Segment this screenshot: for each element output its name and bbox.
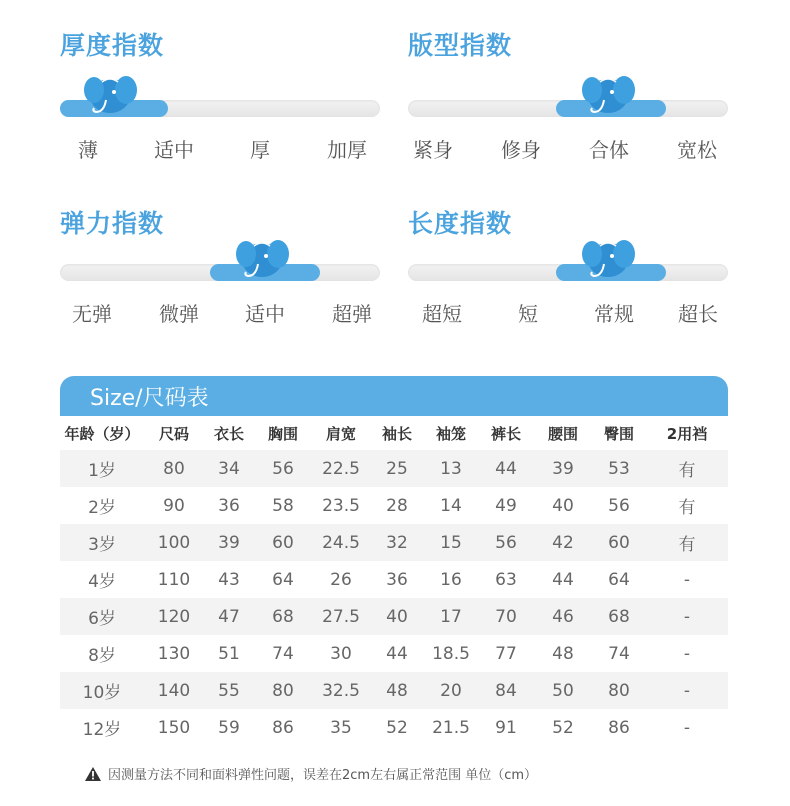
table-cell: 56	[592, 487, 646, 524]
indicator-label: 加厚	[327, 138, 367, 162]
table-cell: 48	[534, 635, 592, 672]
table-cell: 59	[204, 709, 254, 746]
indicator-label: 适中	[154, 138, 194, 162]
table-row	[60, 672, 728, 709]
table-cell: 3岁	[60, 524, 144, 561]
indicator-label: 无弹	[72, 302, 112, 326]
indicator-title: 长度指数	[408, 209, 513, 238]
table-cell: 90	[144, 487, 204, 524]
table-cell: 84	[478, 672, 534, 709]
table-cell: 77	[478, 635, 534, 672]
table-cell: 27.5	[312, 598, 370, 635]
slider-track	[408, 100, 728, 117]
table-cell: 2岁	[60, 487, 144, 524]
table-cell: 70	[478, 598, 534, 635]
table-cell: -	[646, 561, 728, 598]
table-cell: 56	[254, 450, 312, 487]
column-header: 臀围	[592, 416, 646, 450]
indicator-label: 短	[518, 302, 538, 326]
table-cell: 有	[646, 450, 728, 487]
table-cell: 39	[534, 450, 592, 487]
table-cell: 1岁	[60, 450, 144, 487]
table-cell: 86	[592, 709, 646, 746]
table-cell: 68	[254, 598, 312, 635]
table-cell: 13	[424, 450, 478, 487]
indicator-label: 超弹	[332, 302, 372, 326]
table-cell: 120	[144, 598, 204, 635]
size-chart-title: Size/尺码表	[90, 386, 209, 411]
table-cell: 55	[204, 672, 254, 709]
table-cell: 32.5	[312, 672, 370, 709]
table-cell: 49	[478, 487, 534, 524]
column-header: 尺码	[144, 416, 204, 450]
table-cell: 80	[592, 672, 646, 709]
size-chart-header	[60, 376, 728, 416]
table-cell: 86	[254, 709, 312, 746]
table-cell: 39	[204, 524, 254, 561]
table-cell: 17	[424, 598, 478, 635]
table-cell: 63	[478, 561, 534, 598]
indicator-label: 薄	[78, 138, 98, 162]
table-cell: 26	[312, 561, 370, 598]
table-cell: 44	[534, 561, 592, 598]
column-header: 年龄（岁）	[60, 416, 144, 450]
indicator-label: 厚	[250, 138, 270, 162]
table-cell: 44	[370, 635, 424, 672]
table-cell: 130	[144, 635, 204, 672]
table-row	[60, 487, 728, 524]
table-cell: 8岁	[60, 635, 144, 672]
indicator-length	[408, 204, 738, 344]
column-header: 2用裆	[646, 416, 728, 450]
table-row	[60, 450, 728, 487]
table-cell: 36	[370, 561, 424, 598]
table-cell: 20	[424, 672, 478, 709]
table-cell: 100	[144, 524, 204, 561]
table-cell: -	[646, 672, 728, 709]
table-cell: 46	[534, 598, 592, 635]
column-header: 裤长	[478, 416, 534, 450]
table-row	[60, 635, 728, 672]
table-cell: 52	[370, 709, 424, 746]
table-row	[60, 524, 728, 561]
column-header: 袖笼	[424, 416, 478, 450]
table-cell: 6岁	[60, 598, 144, 635]
table-header-row	[60, 416, 728, 450]
indicator-label: 合体	[589, 138, 629, 162]
elephant-icon	[80, 70, 142, 118]
indicator-thickness	[60, 26, 390, 166]
table-cell: 30	[312, 635, 370, 672]
indicator-label: 超短	[422, 302, 462, 326]
table-cell: 60	[592, 524, 646, 561]
table-row	[60, 709, 728, 746]
table-cell: 91	[478, 709, 534, 746]
table-cell: 50	[534, 672, 592, 709]
indicator-label: 修身	[501, 138, 541, 162]
table-cell: 23.5	[312, 487, 370, 524]
table-cell: 74	[254, 635, 312, 672]
indicator-title: 弹力指数	[60, 209, 165, 238]
table-cell: 25	[370, 450, 424, 487]
table-cell: 36	[204, 487, 254, 524]
table-cell: 64	[254, 561, 312, 598]
indicator-label: 微弹	[159, 302, 199, 326]
slider-track	[408, 264, 728, 281]
table-cell: 150	[144, 709, 204, 746]
indicator-label: 宽松	[677, 138, 717, 162]
table-cell: 44	[478, 450, 534, 487]
table-cell: 42	[534, 524, 592, 561]
column-header: 肩宽	[312, 416, 370, 450]
table-cell: 32	[370, 524, 424, 561]
indicator-fit	[408, 26, 738, 166]
table-cell: 47	[204, 598, 254, 635]
indicator-label: 超长	[678, 302, 718, 326]
table-cell: -	[646, 635, 728, 672]
elephant-icon	[232, 234, 294, 282]
size-chart	[60, 376, 728, 754]
size-table	[60, 416, 728, 746]
table-cell: 24.5	[312, 524, 370, 561]
table-cell: 12岁	[60, 709, 144, 746]
table-cell: 58	[254, 487, 312, 524]
elephant-icon	[578, 70, 640, 118]
slider-track	[60, 264, 380, 281]
table-cell: 140	[144, 672, 204, 709]
table-row	[60, 598, 728, 635]
measurement-note	[84, 764, 537, 783]
table-row	[60, 561, 728, 598]
column-header: 袖长	[370, 416, 424, 450]
column-header: 腰围	[534, 416, 592, 450]
table-cell: 35	[312, 709, 370, 746]
indicator-title: 版型指数	[408, 31, 513, 60]
table-cell: 14	[424, 487, 478, 524]
note-text: 因测量方法不同和面料弹性问题，误差在2cm左右属正常范围 单位（cm）	[108, 768, 538, 783]
table-cell: 80	[144, 450, 204, 487]
table-cell: 60	[254, 524, 312, 561]
table-cell: 18.5	[424, 635, 478, 672]
table-cell: 28	[370, 487, 424, 524]
column-header: 衣长	[204, 416, 254, 450]
table-cell: 15	[424, 524, 478, 561]
table-cell: 有	[646, 524, 728, 561]
table-cell: 有	[646, 487, 728, 524]
table-cell: 51	[204, 635, 254, 672]
table-cell: 43	[204, 561, 254, 598]
table-cell: 52	[534, 709, 592, 746]
column-header: 胸围	[254, 416, 312, 450]
table-cell: 56	[478, 524, 534, 561]
table-cell: 10岁	[60, 672, 144, 709]
table-cell: 74	[592, 635, 646, 672]
indicator-label: 紧身	[413, 138, 453, 162]
table-cell: 22.5	[312, 450, 370, 487]
indicator-title: 厚度指数	[60, 31, 165, 60]
table-cell: 40	[534, 487, 592, 524]
table-cell: 53	[592, 450, 646, 487]
table-cell: 68	[592, 598, 646, 635]
table-cell: 40	[370, 598, 424, 635]
warning-icon	[84, 766, 102, 782]
table-cell: 64	[592, 561, 646, 598]
table-cell: 16	[424, 561, 478, 598]
elephant-icon	[578, 234, 640, 282]
table-cell: 34	[204, 450, 254, 487]
indicator-elasticity	[60, 204, 390, 344]
indicator-label: 常规	[594, 302, 634, 326]
table-cell: -	[646, 709, 728, 746]
table-cell: -	[646, 598, 728, 635]
table-cell: 21.5	[424, 709, 478, 746]
table-cell: 110	[144, 561, 204, 598]
indicator-label: 适中	[245, 302, 285, 326]
table-cell: 48	[370, 672, 424, 709]
table-cell: 80	[254, 672, 312, 709]
table-cell: 4岁	[60, 561, 144, 598]
